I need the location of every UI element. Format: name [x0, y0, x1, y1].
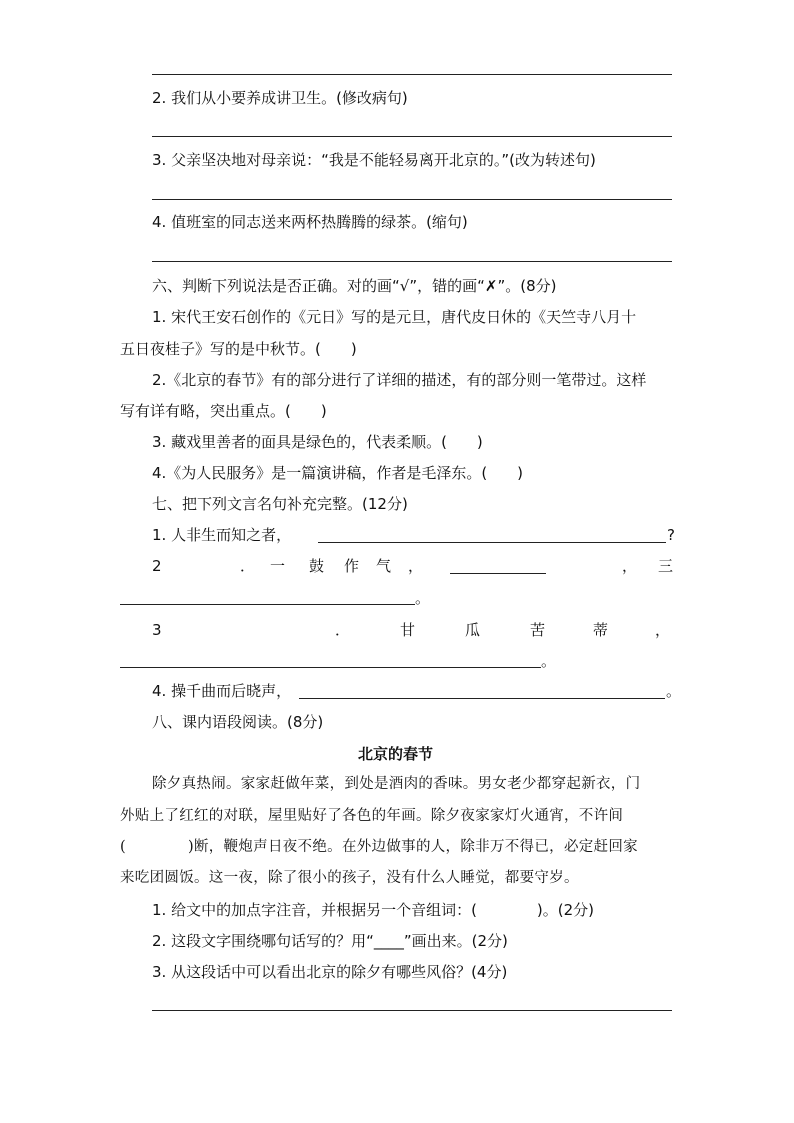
s7-question-2-char: 鼓: [309, 557, 325, 575]
answer-line-s5-q2[interactable]: [152, 136, 672, 137]
s7-question-4-blank[interactable]: [299, 698, 665, 699]
s6-question-1-line-a: 1. 宋代王安石创作的《元日》写的是元旦，唐代皮日休的《天竺寺八月十: [152, 308, 637, 326]
s6-question-2-line-b: 写有详有略，突出重点。( ): [120, 402, 327, 420]
passage-line-3: )断，鞭炮声日夜不绝。在外边做事的人，除非万不得已，必定赶回家: [188, 839, 638, 855]
s5-question-2: 2. 我们从小要养成讲卫生。(修改病句): [152, 89, 408, 107]
s7-question-1-blank[interactable]: [318, 542, 666, 543]
s7-question-3-blank[interactable]: [120, 667, 541, 668]
s7-question-3-char: 苦: [530, 621, 546, 639]
s6-question-3: 3. 藏戏里善者的面具是绿色的，代表柔顺。( ): [152, 433, 483, 451]
s7-question-3-char: 瓜: [465, 621, 481, 639]
s5-question-4: 4. 值班室的同志送来两杯热腾腾的绿茶。(缩句): [152, 213, 468, 231]
s6-question-2-line-a: 2.《北京的春节》有的部分进行了详细的描述，有的部分则一笔带过。这样: [152, 371, 647, 389]
s8-heading: 八、课内语段阅读。(8分): [152, 713, 324, 731]
s8-question-3: 3. 从这段话中可以看出北京的除夕有哪些风俗？(4分): [152, 963, 508, 981]
s5-question-3: 3. 父亲坚决地对母亲说：“我是不能轻易离开北京的。”(改为转述句): [152, 151, 596, 169]
s7-question-2-end: 。: [415, 589, 431, 607]
passage-title: 北京的春节: [358, 745, 434, 763]
s7-question-3-char: 蒂: [593, 621, 609, 639]
s7-question-3-char: ．: [335, 621, 351, 639]
s6-heading: 六、判断下列说法是否正确。对的画“√”，错的画“✗”。(8分): [152, 277, 557, 295]
answer-line-s5-q4[interactable]: [152, 261, 672, 262]
s7-question-2-char: 气: [376, 557, 392, 575]
s7-question-2-blank-1[interactable]: [450, 573, 546, 574]
passage-line-4: 来吃团圆饭。这一夜，除了很小的孩子，没有什么人睡觉，都要守岁。: [120, 870, 579, 886]
passage-line-1: 除夕真热闹。家家赶做年菜，到处是酒肉的香味。男女老少都穿起新衣，门: [152, 776, 641, 792]
s7-question-4-start: 4. 操千曲而后晓声，: [152, 682, 292, 700]
s7-question-2-char: 作: [344, 557, 360, 575]
s7-question-2-blank-2[interactable]: [120, 604, 415, 605]
s7-question-2-comma: ，: [622, 557, 638, 575]
answer-line-s8-q3[interactable]: [152, 1010, 672, 1011]
answer-line-s5-q3[interactable]: [152, 199, 672, 200]
answer-line-top[interactable]: [152, 74, 672, 75]
s7-question-3-end: 。: [541, 652, 557, 670]
s7-heading: 七、把下列文言名句补充完整。(12分): [152, 495, 408, 513]
s6-question-1-line-b: 五日夜桂子》写的是中秋节。( ): [120, 340, 357, 358]
s7-question-2-char: ．: [240, 557, 256, 575]
s7-question-3-char: ，: [655, 621, 671, 639]
s8-question-1: 1. 给文中的加点字注音，并根据另一个音组词：( )。(2分): [152, 901, 595, 919]
s7-question-1-end: ?: [667, 526, 675, 544]
s7-question-3-char: 甘: [400, 621, 416, 639]
s7-question-2-char: 一: [270, 557, 286, 575]
s7-question-2-san: 三: [658, 557, 674, 575]
s7-question-4-end: 。: [666, 682, 682, 700]
s7-question-2-char: ，: [408, 557, 424, 575]
s7-question-2-number: 2: [152, 557, 162, 575]
passage-line-2: 外贴上了红红的对联，屋里贴好了各色的年画。除夕夜家家灯火通宵，不许间: [120, 808, 624, 824]
passage-line-3-paren: (: [120, 839, 126, 855]
s7-question-3-number: 3: [152, 621, 162, 639]
s6-question-4: 4.《为人民服务》是一篇演讲稿，作者是毛泽东。( ): [152, 464, 524, 482]
s8-question-2: 2. 这段文字围绕哪句话写的？用“____”画出来。(2分): [152, 932, 508, 950]
s7-question-1-start: 1. 人非生而知之者，: [152, 526, 292, 544]
